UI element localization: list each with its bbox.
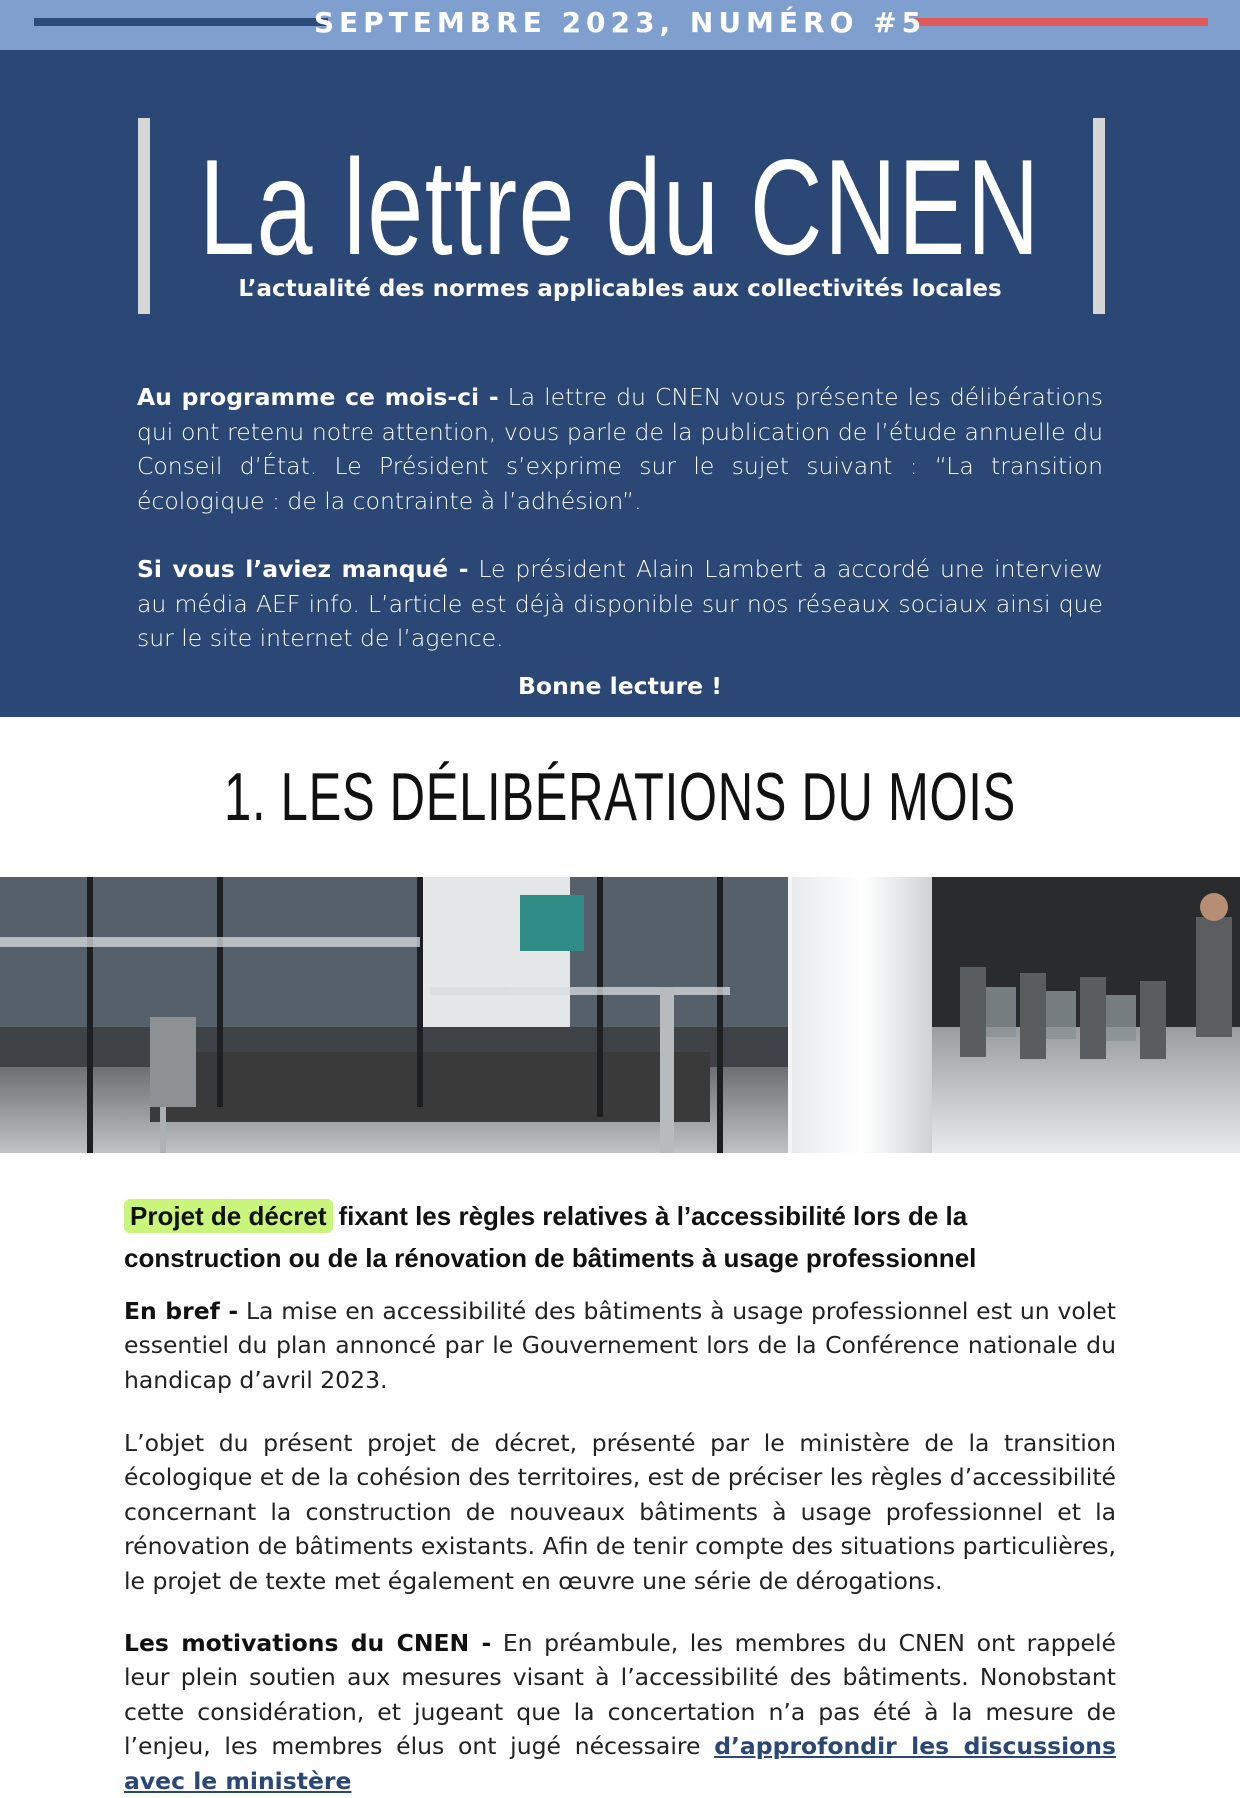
masthead [0, 50, 1240, 717]
intro-program-label: Au programme ce mois-ci - [137, 383, 499, 411]
article-motivations-link[interactable]: d’approfondir les discussions avec le ministère [124, 1732, 1117, 1795]
intro-missed [137, 552, 1103, 656]
article-motivations-label: Les motivations du CNEN - [124, 1629, 492, 1657]
article-summary-text: La mise en accessibilité des bâtiments à usage professionnel est un volet essentiel du plan annoncé par le Gouvernement lors de la Conférence nationale du handicap d’avril 2023. [124, 1297, 1116, 1394]
article-heading-text: fixant les règles relatives à l’accessibilité lors de la construction ou de la rénovation de bâtiments à usage professionnel [124, 1201, 977, 1273]
photo-illustration [0, 877, 1240, 1153]
intro-program-text: La lettre du CNEN vous présente les délibérations qui ont retenu notre attention, vous parle de la publication de l’étude annuelle du Conseil d’État. Le Président s’exprime sur le sujet suivant : “La transition écologique : de la contrainte à l’adhésion”. [137, 383, 1103, 515]
article-object: L’objet du présent projet de décret, présenté par le ministère de la transition écologique et de la cohésion des territoires, est de préciser les règles d’accessibilité concernant la construction de nouveaux bâtiments à usage professionnel et la rénovation de bâtiments existants. Afin de tenir compte des situations particulières, le projet de texte met également en œuvre une série de dérogations. [124, 1429, 1116, 1595]
intro-missed-text: Le président Alain Lambert a accordé une interview au média AEF info. L’article est déjà disponible sur nos réseaux sociaux ainsi que sur le site internet de l’agence. [137, 555, 1103, 652]
intro-program [137, 380, 1103, 518]
article-motivations-text: En préambule, les membres du CNEN ont rappelé leur plein soutien aux mesures visant à l’accessibilité des bâtiments. Nonobstant cette considération, et jugeant que la concertation n’a pas été à la mesure de l’enjeu, les membres élus ont jugé nécessaire [124, 1629, 1116, 1761]
intro-missed-label: Si vous l’aviez manqué - [137, 555, 469, 583]
newsletter-subtitle: L’actualité des normes applicables aux collectivités locales [238, 276, 1002, 302]
intro-closing: Bonne lecture ! [518, 672, 722, 700]
article-tag: Projet de décret [124, 1199, 333, 1233]
article-summary-label: En bref - [124, 1297, 239, 1325]
article-motivations [124, 1626, 1116, 1798]
building-entrance-photo [0, 877, 1240, 1153]
newsletter-title: La lettre du CNEN [199, 131, 1041, 283]
issue-label: SEPTEMBRE 2023, NUMÉRO #5 [313, 6, 927, 39]
section-title: 1. LES DÉLIBÉRATIONS DU MOIS [224, 759, 1016, 835]
issue-banner [0, 0, 1240, 50]
article-summary [124, 1294, 1116, 1397]
article-heading [124, 1195, 1124, 1279]
